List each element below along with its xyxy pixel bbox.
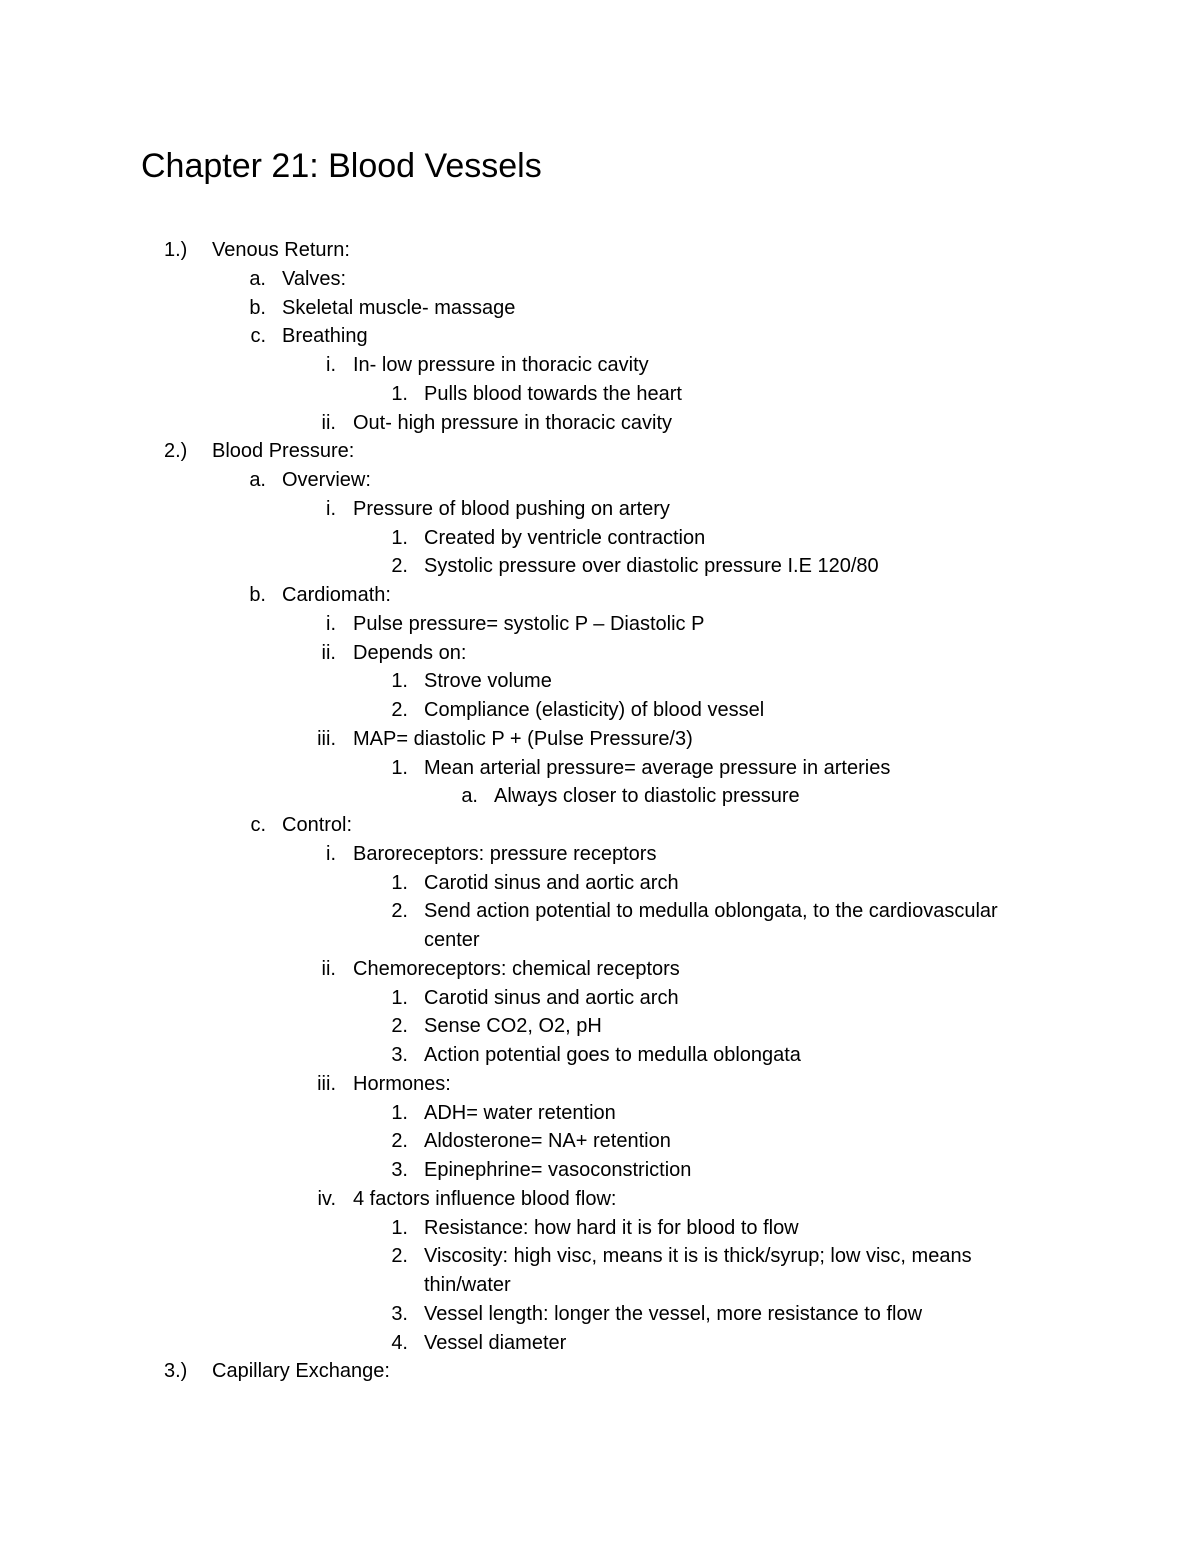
- list-marker: iv.: [317, 1187, 336, 1210]
- outline-item-level-1: [0, 265, 1200, 294]
- list-marker: ii.: [321, 957, 336, 980]
- page-title: Chapter 21: Blood Vessels: [141, 147, 542, 185]
- list-marker: 1.: [391, 986, 408, 1009]
- outline-item-level-1: [0, 294, 1200, 323]
- list-marker: ii.: [321, 641, 336, 664]
- list-marker: 1.): [164, 239, 188, 261]
- list-marker: 3.): [164, 1360, 188, 1383]
- outline-item-level-3: [0, 1156, 1200, 1185]
- list-item-text: Pressure of blood pushing on artery: [353, 497, 670, 520]
- list-marker: i.: [326, 497, 336, 520]
- list-item-text: Compliance (elasticity) of blood vessel: [424, 699, 765, 721]
- list-item-text: Send action potential to medulla oblongata, to the cardiovascular: [424, 900, 998, 923]
- list-item-text: Cardiomath:: [282, 584, 391, 606]
- list-item-text: Epinephrine= vasoconstriction: [424, 1159, 692, 1181]
- outline-item-level-3: [0, 1127, 1200, 1156]
- outline-item-level-3: [0, 524, 1200, 553]
- outline-item-level-1: [0, 322, 1200, 351]
- list-item-text: Systolic pressure over diastolic pressure I.E 120/80: [424, 555, 879, 578]
- list-item-text: ADH= water retention: [424, 1101, 616, 1124]
- list-marker: a.: [249, 469, 266, 491]
- list-marker: ii.: [321, 411, 336, 434]
- outline-item-level-3: [0, 869, 1200, 898]
- outline-item-level-1: [0, 466, 1200, 495]
- list-marker: 2.: [391, 1015, 408, 1038]
- outline-item-level-3: [0, 1242, 1200, 1271]
- list-item-text: Carotid sinus and aortic arch: [424, 871, 679, 894]
- list-item-text: Vessel diameter: [424, 1331, 567, 1354]
- outline-item-continuation: [0, 926, 1200, 955]
- list-marker: 3.: [391, 1044, 408, 1066]
- list-item-text: Always closer to diastolic pressure: [494, 785, 800, 808]
- outline-item-level-3: [0, 1099, 1200, 1128]
- outline-item-level-2: [0, 725, 1200, 754]
- list-marker: a.: [249, 267, 266, 290]
- outline-item-level-3: [0, 1041, 1200, 1070]
- list-item-text: Depends on:: [353, 641, 467, 664]
- list-item-text: Aldosterone= NA+ retention: [424, 1130, 671, 1153]
- list-item-text: Capillary Exchange:: [212, 1360, 390, 1383]
- list-marker: 1.: [391, 526, 408, 549]
- list-item-text: Vessel length: longer the vessel, more resistance to flow: [424, 1302, 923, 1325]
- list-marker: 2.: [391, 699, 408, 721]
- outline-item-level-3: [0, 1329, 1200, 1358]
- outline-item-level-3: [0, 897, 1200, 926]
- outline-item-level-2: [0, 840, 1200, 869]
- list-item-text: thin/water: [424, 1274, 511, 1296]
- list-marker: 3.: [391, 1302, 408, 1325]
- list-item-text: Strove volume: [424, 670, 552, 693]
- list-item-text: Valves:: [282, 267, 347, 290]
- list-item-text: Overview:: [282, 469, 371, 491]
- outline-item-level-1: [0, 811, 1200, 840]
- list-item-text: Pulls blood towards the heart: [424, 382, 682, 405]
- list-marker: i.: [326, 354, 336, 376]
- list-marker: 1.: [391, 756, 408, 779]
- outline-item-level-3: [0, 984, 1200, 1013]
- list-marker: 1.: [391, 670, 408, 693]
- list-marker: iii.: [317, 727, 336, 750]
- list-item-text: Sense CO2, O2, pH: [424, 1015, 602, 1038]
- outline-item-level-3: [0, 380, 1200, 409]
- list-marker: 1.: [391, 1101, 408, 1124]
- outline-item-level-0: [0, 1357, 1200, 1386]
- list-item-text: Chemoreceptors: chemical receptors: [353, 957, 680, 980]
- outline-item-level-2: [0, 351, 1200, 380]
- list-marker: b.: [249, 584, 266, 606]
- list-item-text: Skeletal muscle- massage: [282, 296, 516, 319]
- list-marker: 2.: [391, 900, 408, 923]
- list-marker: 2.): [164, 440, 188, 463]
- list-marker: b.: [249, 296, 266, 319]
- outline-item-level-2: [0, 495, 1200, 524]
- outline-item-level-3: [0, 552, 1200, 581]
- list-item-text: In- low pressure in thoracic cavity: [353, 354, 649, 376]
- outline-item-level-4: [0, 782, 1200, 811]
- outline-item-level-3: [0, 667, 1200, 696]
- list-marker: i.: [326, 842, 336, 865]
- list-marker: a.: [461, 785, 478, 808]
- list-item-text: Pulse pressure= systolic P – Diastolic P: [353, 612, 705, 635]
- outline-item-level-1: [0, 581, 1200, 610]
- list-item-text: Venous Return:: [212, 239, 350, 261]
- list-marker: 1.: [391, 871, 408, 894]
- outline-item-level-3: [0, 1214, 1200, 1243]
- list-marker: i.: [326, 612, 336, 635]
- list-item-text: Blood Pressure:: [212, 440, 355, 463]
- list-marker: 4.: [391, 1331, 408, 1354]
- list-marker: iii.: [317, 1072, 336, 1095]
- list-marker: 2.: [391, 1130, 408, 1153]
- list-marker: 1.: [391, 1216, 408, 1239]
- outline-item-level-3: [0, 754, 1200, 783]
- list-marker: c.: [250, 325, 266, 348]
- list-item-text: Control:: [282, 814, 353, 836]
- list-item-text: Resistance: how hard it is for blood to flow: [424, 1216, 799, 1239]
- outline-item-level-0: [0, 236, 1200, 265]
- outline-item-level-0: [0, 437, 1200, 466]
- list-marker: 2.: [391, 555, 408, 578]
- outline-item-level-2: [0, 1070, 1200, 1099]
- outline-item-continuation: [0, 1271, 1200, 1300]
- list-item-text: Breathing: [282, 325, 368, 348]
- list-item-text: 4 factors influence blood flow:: [353, 1187, 617, 1210]
- list-item-text: Baroreceptors: pressure receptors: [353, 842, 657, 865]
- list-item-text: Created by ventricle contraction: [424, 526, 706, 549]
- outline-item-level-3: [0, 1012, 1200, 1041]
- outline-item-level-2: [0, 639, 1200, 668]
- outline-list: [0, 236, 1200, 1386]
- outline-item-level-3: [0, 696, 1200, 725]
- outline-item-level-2: [0, 409, 1200, 438]
- list-item-text: Carotid sinus and aortic arch: [424, 986, 679, 1009]
- list-item-text: MAP= diastolic P + (Pulse Pressure/3): [353, 727, 693, 750]
- outline-item-level-2: [0, 610, 1200, 639]
- list-marker: 3.: [391, 1159, 408, 1181]
- list-item-text: Out- high pressure in thoracic cavity: [353, 411, 673, 434]
- outline-item-level-2: [0, 1185, 1200, 1214]
- outline-item-level-3: [0, 1300, 1200, 1329]
- list-item-text: Viscosity: high visc, means it is is thick/syrup; low visc, means: [424, 1245, 972, 1268]
- list-item-text: Hormones:: [353, 1072, 451, 1095]
- list-item-text: Mean arterial pressure= average pressure in arteries: [424, 756, 891, 779]
- list-marker: 2.: [391, 1245, 408, 1268]
- list-item-text: Action potential goes to medulla oblongata: [424, 1044, 801, 1066]
- list-marker: c.: [250, 814, 266, 836]
- outline-item-level-2: [0, 955, 1200, 984]
- list-item-text: center: [424, 929, 480, 951]
- list-marker: 1.: [391, 382, 408, 405]
